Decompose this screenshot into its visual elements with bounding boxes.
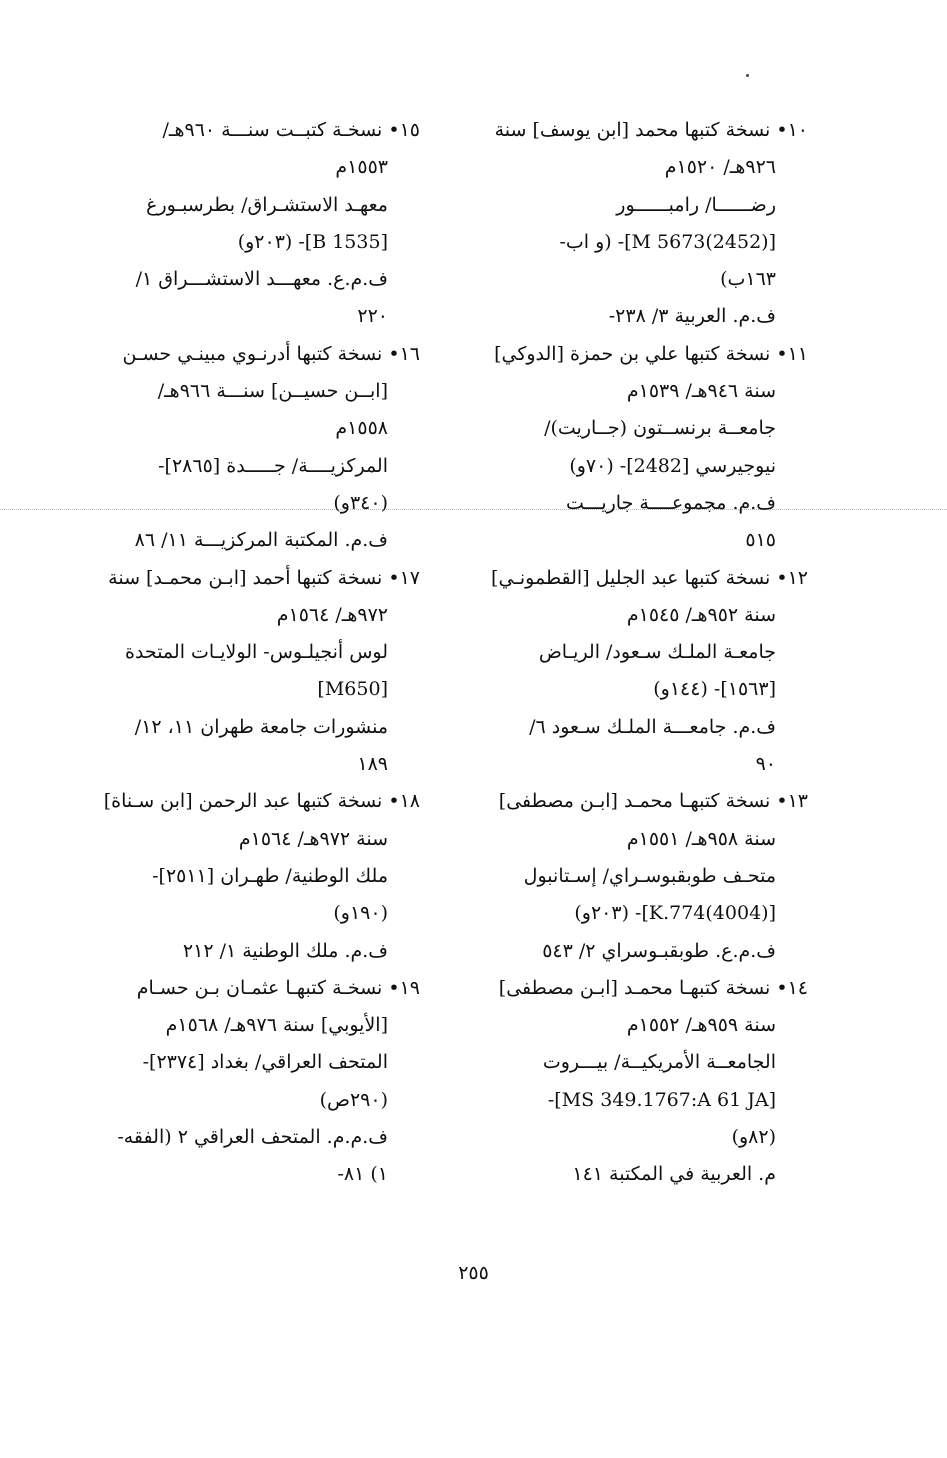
entry-heading-line: ١١• نسخة كتبها علي بن حمزة [الدوكي]: [494, 342, 808, 365]
entry-detail-line: المركزيــــة/ جـــــدة [٢٨٦٥]-: [158, 454, 388, 477]
entry-detail-line: منشورات جامعة طهران ١١، ١٢/: [134, 715, 388, 738]
entry-detail-line: (٣٤٠و): [333, 491, 388, 514]
entry-detail-line: ٥١٥: [745, 529, 776, 552]
entry-detail-line: نيوجيرسي [2482]- (٧٠و): [569, 454, 776, 477]
entry-detail-line: [K.774(4004)]- (٢٠٣و): [574, 902, 776, 925]
entry-heading-line: ١٨• نسخة كتبها عبد الرحمن [ابن سـناة]: [103, 790, 420, 813]
right-column-entry: [458, 112, 808, 336]
entry-detail-line: (١٩٠و): [333, 902, 388, 925]
entry-detail-line: ف.م. المكتبة المركزيـــة ١١/ ٨٦: [134, 529, 388, 552]
entry-heading-line: ١٦• نسخة كتبها أدرنـوي مبينـي حسـن: [122, 342, 420, 365]
entry-detail-line: متحـف طوبقبوسـراي/ إسـتانبول: [523, 864, 776, 887]
entry-heading-line: ١٠• نسخة كتبها محمد [ابن يوسف] سنة: [494, 119, 808, 141]
entry-detail-line: ف.م.ع. معهـــد الاستشـــراق ١/: [135, 268, 388, 291]
scan-speck: [746, 74, 749, 77]
entry-detail-line: ف.م. مجموعــــة جاريـــت: [565, 491, 776, 514]
entry-detail-line: لوس أنجيلـوس- الولايـات المتحدة: [125, 641, 388, 664]
entry-detail-line: [M650]: [317, 678, 388, 701]
entry-detail-line: المتحف العراقي/ بغداد [٢٣٧٤]-: [142, 1051, 388, 1074]
entry-detail-line: سنة ٩٥٩هـ/ ١٥٥٢م: [626, 1014, 776, 1037]
entry-heading-line: ١٥• نسخـة كتبــت سنـــة ٩٦٠هـ/: [162, 119, 420, 141]
entry-detail-line: ف.م.ع. طوبقبـوسراي ٢/ ٥٤٣: [542, 939, 776, 962]
entry-detail-line: ٩٢٦هـ/ ١٥٢٠م: [664, 156, 776, 179]
right-column-entry: [458, 970, 808, 1194]
entry-heading-line: ١٣• نسخة كتبهـا محمـد [ابـن مصطفى]: [498, 790, 808, 813]
entry-detail-line: جامعـة الملـك سـعود/ الريـاض: [538, 641, 776, 664]
entry-detail-line: سنة ٩٥٨هـ/ ١٥٥١م: [626, 827, 776, 850]
entry-detail-line: معهـد الاستشـراق/ بطرسبـورغ: [146, 193, 388, 216]
right-column-entry: [458, 336, 808, 560]
entry-detail-line: سنة ٩٤٦هـ/ ١٥٣٩م: [626, 380, 776, 403]
entry-heading-line: ١٩• نسخـة كتبهـا عثمـان بـن حسـام: [136, 976, 420, 999]
entry-heading-line: ١٢• نسخة كتبها عبد الجليل [القطمونـي]: [491, 566, 808, 589]
page-number: ٢٥٥: [458, 1262, 489, 1284]
right-column-entry: [458, 783, 808, 969]
entry-detail-line: ف.م.م. المتحف العراقي ٢ (الفقه-: [117, 1126, 388, 1149]
entry-detail-line: ملك الوطنية/ طهـران [٢٥١١]-: [152, 864, 388, 887]
entry-detail-line: ١٥٥٣م: [335, 156, 388, 179]
left-column-entry: [70, 336, 420, 560]
entry-detail-line: (٨٢و): [731, 1126, 776, 1149]
entry-detail-line: ٩٧٢هـ/ ١٥٦٤م: [276, 603, 388, 626]
entry-detail-line: ١٥٥٨م: [335, 417, 388, 440]
entry-detail-line: رضــــــا/ رامبــــــور: [616, 193, 776, 216]
entry-detail-line: م. العربية في المكتبة ١٤١: [572, 1163, 776, 1186]
entry-detail-line: ف.م. جامعـــة الملـك سـعود ٦/: [529, 715, 776, 738]
entry-detail-line: ١٦٣ب): [720, 268, 776, 291]
right-column-entry: [458, 560, 808, 784]
entry-detail-line: [ابــن حسيــن] سنـــة ٩٦٦هـ/: [157, 380, 388, 403]
entry-detail-line: ١٨٩: [357, 753, 388, 776]
entry-detail-line: سنة ٩٧٢هـ/ ١٥٦٤م: [238, 827, 388, 850]
left-column-entry: [70, 112, 420, 336]
entry-detail-line: ١) ٨١-: [337, 1163, 388, 1186]
entry-detail-line: ٢٢٠: [357, 305, 388, 328]
entry-heading-line: ١٧• نسخة كتبها أحمد [ابـن محمـد] سنة: [108, 566, 420, 589]
right-column: [458, 112, 808, 1194]
entry-detail-line: الجامعــة الأمريكيــة/ بيـــروت: [542, 1051, 776, 1074]
entry-detail-line: ٩٠: [755, 753, 776, 776]
entry-detail-line: ف.م. العربية ٣/ ٢٣٨-: [608, 305, 776, 328]
left-column-entry: [70, 560, 420, 784]
entry-detail-line: (٢٩٠ص): [319, 1088, 388, 1111]
entry-detail-line: ف.م. ملك الوطنية ١/ ٢١٢: [182, 939, 388, 962]
left-column: [70, 112, 420, 1194]
entry-detail-line: [B 1535]- (٢٠٣و): [237, 230, 388, 253]
left-column-entry: [70, 970, 420, 1194]
left-column-entry: [70, 783, 420, 969]
entry-detail-line: سنة ٩٥٢هـ/ ١٥٤٥م: [626, 603, 776, 626]
entry-detail-line: [MS 349.1767:A 61 JA]-: [547, 1088, 776, 1111]
entry-heading-line: ١٤• نسخة كتبهـا محمـد [ابـن مصطفى]: [498, 976, 808, 999]
entry-detail-line: جامعــة برنســتون (جــاريت)/: [544, 417, 776, 440]
entry-detail-line: [الأيوبي] سنة ٩٧٦هـ/ ١٥٦٨م: [165, 1014, 388, 1037]
entry-detail-line: [M 5673(2452)]- (و اب-: [559, 230, 776, 253]
entry-detail-line: [١٥٦٣]- (١٤٤و): [653, 678, 776, 701]
